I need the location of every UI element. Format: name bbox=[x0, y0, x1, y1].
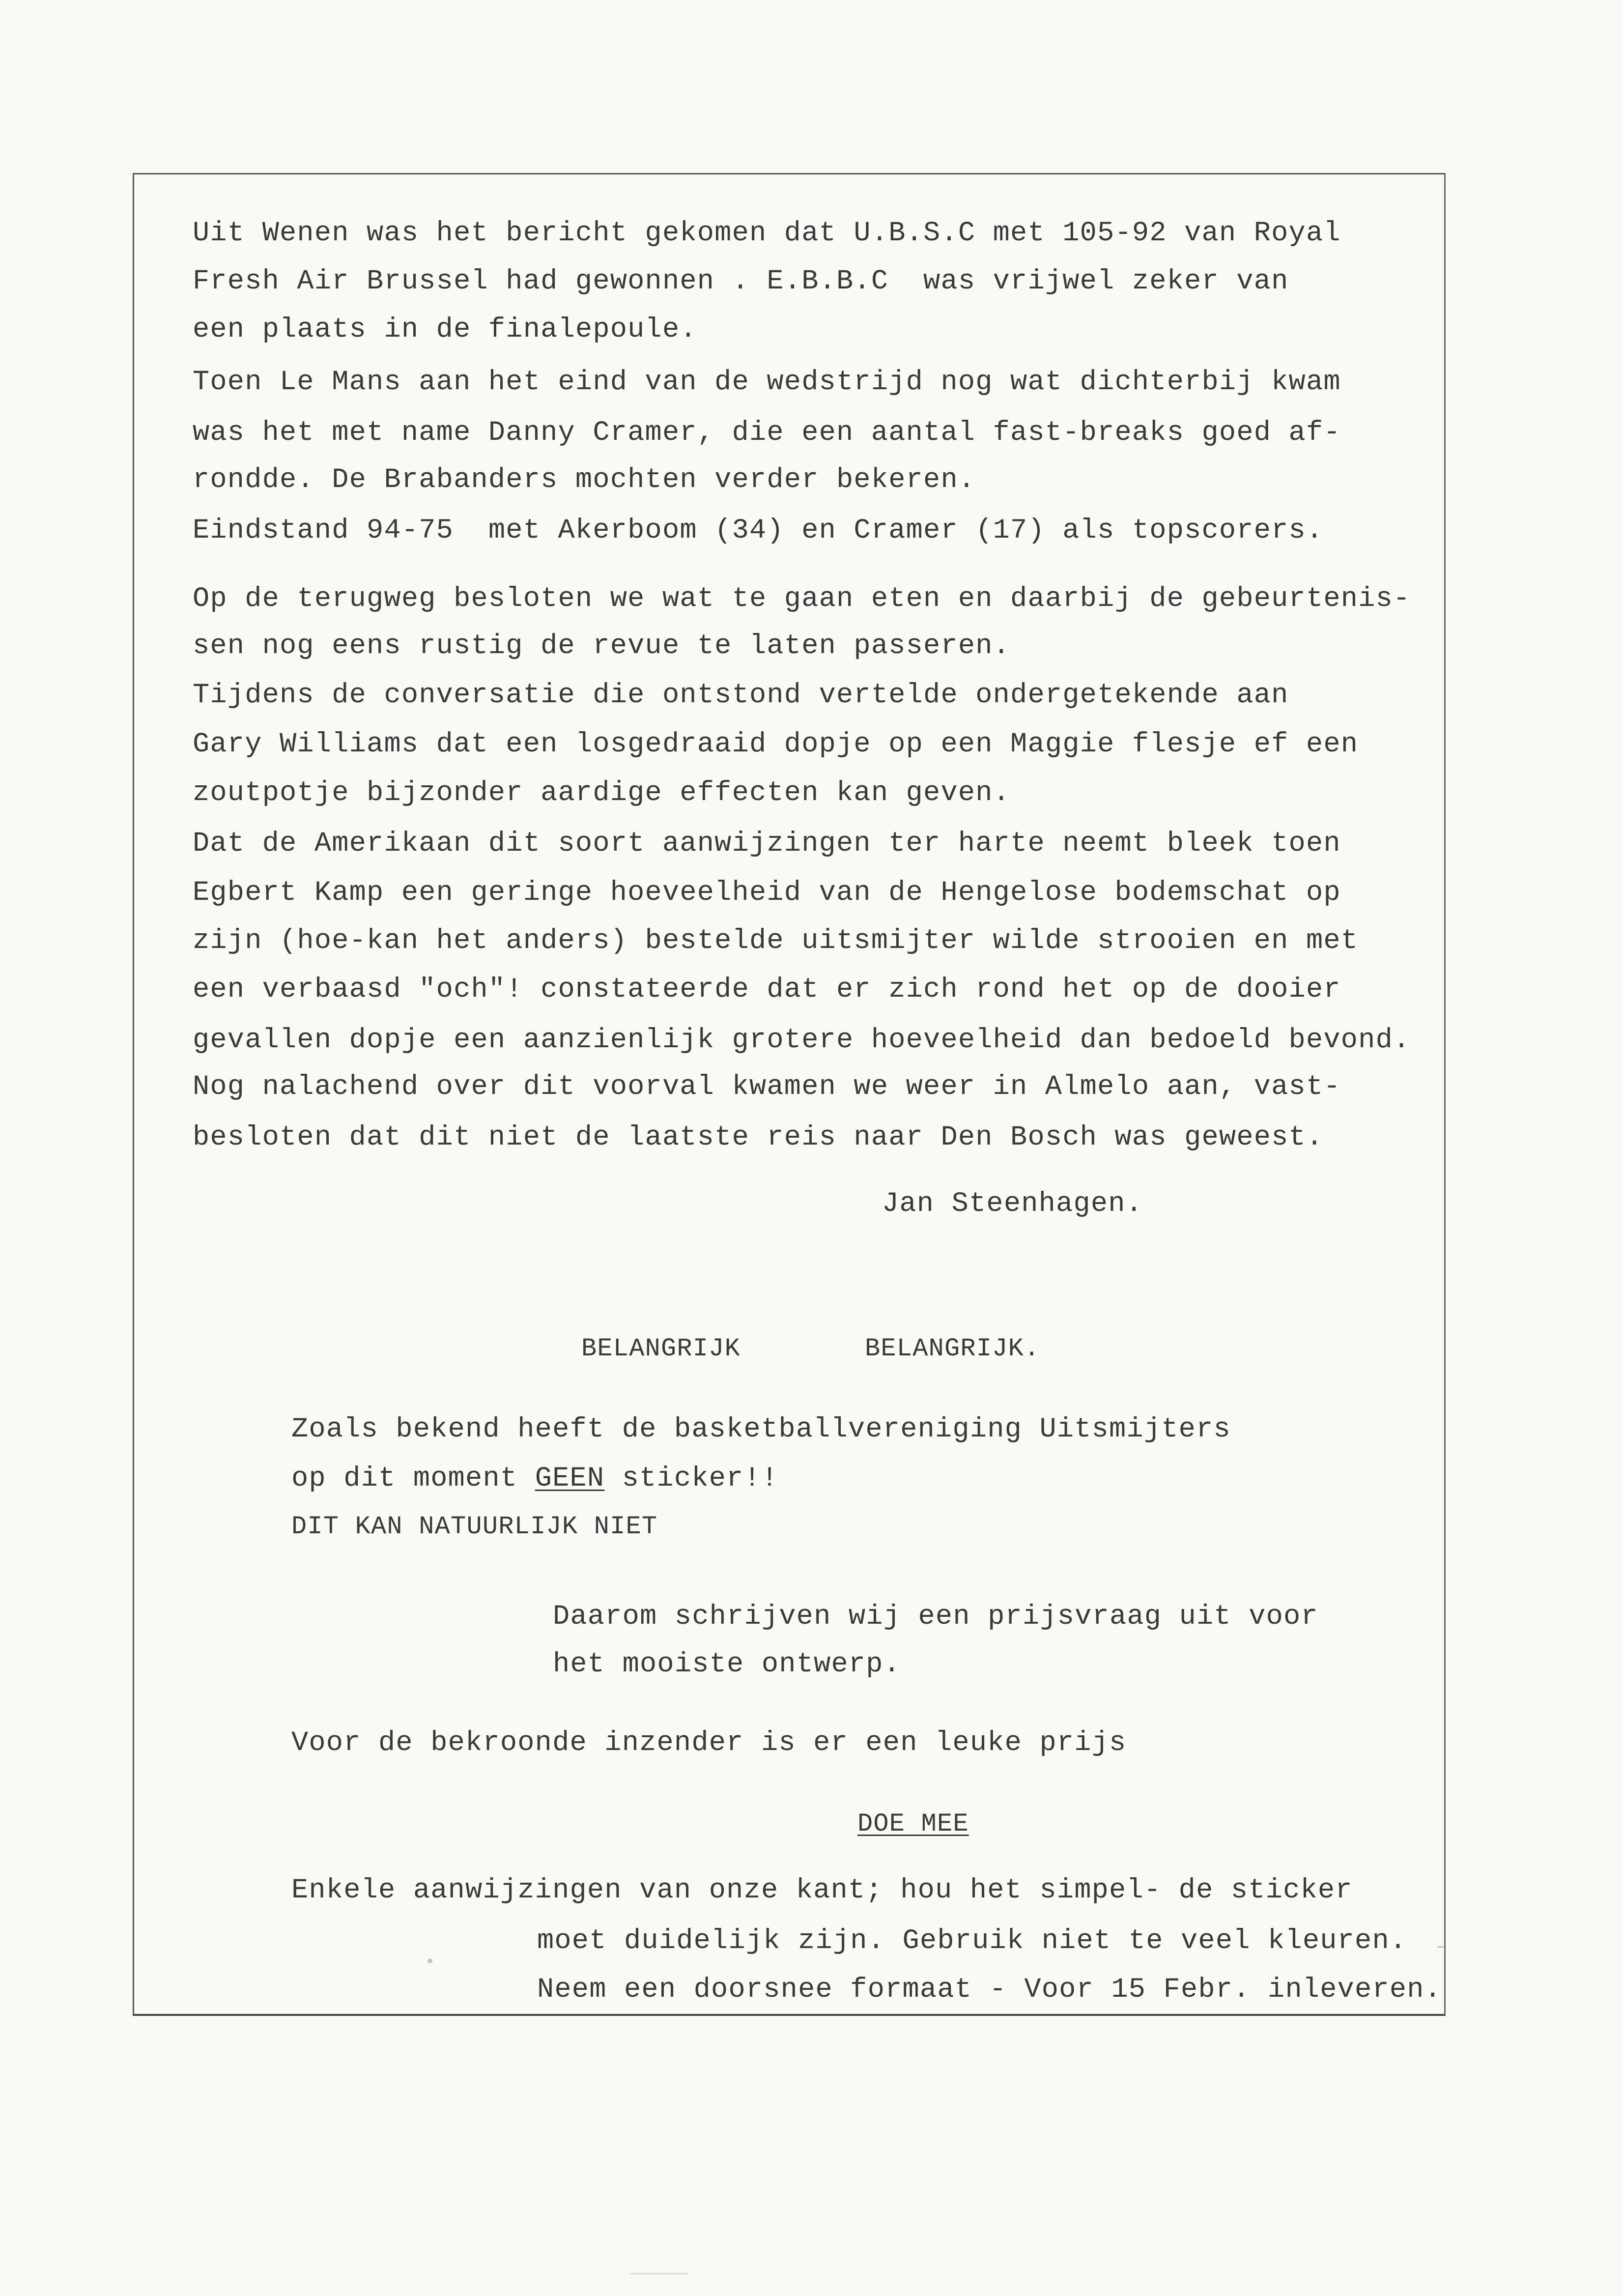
speck bbox=[629, 2273, 688, 2274]
signature: Jan Steenhagen. bbox=[882, 1188, 1143, 1220]
report-line-7: Eindstand 94-75 met Akerboom (34) en Cramer (17) als topscorers. bbox=[193, 515, 1324, 546]
report-line-1: Uit Wenen was het bericht gekomen dat U.B.S.C met 105-92 van Royal bbox=[193, 218, 1341, 249]
tips-line-1: Enkele aanwijzingen van onze kant; hou het simpel- de sticker bbox=[291, 1875, 1353, 1906]
notice-heading-left: BELANGRIJK bbox=[581, 1334, 741, 1363]
report2-line-10: gevallen dopje een aanzienlijk grotere hoeveelheid dan bedoeld bevond. bbox=[193, 1025, 1411, 1056]
report2-line-12: besloten dat dit niet de laatste reis naar Den Bosch was geweest. bbox=[193, 1122, 1324, 1153]
notice-intro-2-after: sticker!! bbox=[604, 1463, 779, 1494]
report-line-6: rondde. De Brabanders mochten verder bekeren. bbox=[193, 464, 976, 496]
contest-line-2: het mooiste ontwerp. bbox=[553, 1649, 901, 1680]
notice-intro-2-before: op dit moment bbox=[291, 1463, 535, 1494]
report2-line-2: sen nog eens rustig de revue te laten passeren. bbox=[193, 631, 1011, 662]
report-line-2: Fresh Air Brussel had gewonnen . E.B.B.C was vrijwel zeker van bbox=[193, 266, 1289, 297]
report2-line-9: een verbaasd "och"! constateerde dat er zich rond het op de dooier bbox=[193, 974, 1341, 1005]
speck bbox=[1437, 1946, 1445, 1948]
doe-mee-call: DOE MEE bbox=[857, 1809, 969, 1838]
report2-line-3: Tijdens de conversatie die ontstond vertelde ondergetekende aan bbox=[193, 680, 1289, 711]
report2-line-8: zijn (hoe-kan het anders) bestelde uitsmijter wilde strooien en met bbox=[193, 925, 1359, 957]
report2-line-4: Gary Williams dat een losgedraaid dopje op een Maggie flesje ef een bbox=[193, 729, 1359, 760]
geen-emphasis: GEEN bbox=[535, 1463, 605, 1494]
report2-line-5: zoutpotje bijzonder aardige effecten kan geven. bbox=[193, 777, 1011, 809]
notice-heading-right: BELANGRIJK. bbox=[865, 1334, 1040, 1363]
contest-line-1: Daarom schrijven wij een prijsvraag uit voor bbox=[553, 1601, 1318, 1633]
tips-line-3: Neem een doorsnee formaat - Voor 15 Febr. inleveren. bbox=[537, 1974, 1442, 2006]
tips-line-2: moet duidelijk zijn. Gebruik niet te veel kleuren. bbox=[537, 1925, 1407, 1957]
report-line-3: een plaats in de finalepoule. bbox=[193, 314, 697, 345]
speck bbox=[427, 1958, 432, 1963]
notice-intro-1: Zoals bekend heeft de basketballvereniging Uitsmijters bbox=[291, 1414, 1231, 1445]
report2-line-7: Egbert Kamp een geringe hoeveelheid van de Hengelose bodemschat op bbox=[193, 877, 1341, 909]
report-line-4: Toen Le Mans aan het eind van de wedstrijd nog wat dichterbij kwam bbox=[193, 367, 1341, 398]
notice-intro-3: DIT KAN NATUURLIJK NIET bbox=[291, 1512, 658, 1541]
notice-intro-2 bbox=[291, 1463, 778, 1494]
prize-line: Voor de bekroonde inzender is er een leuke prijs bbox=[291, 1727, 1127, 1759]
report2-line-11: Nog nalachend over dit voorval kwamen we weer in Almelo aan, vast- bbox=[193, 1071, 1341, 1103]
report2-line-1: Op de terugweg besloten we wat te gaan eten en daarbij de gebeurtenis- bbox=[193, 583, 1411, 615]
report2-line-6: Dat de Amerikaan dit soort aanwijzingen ter harte neemt bleek toen bbox=[193, 828, 1341, 860]
report-line-5: was het met name Danny Cramer, die een aantal fast-breaks goed af- bbox=[193, 417, 1341, 449]
